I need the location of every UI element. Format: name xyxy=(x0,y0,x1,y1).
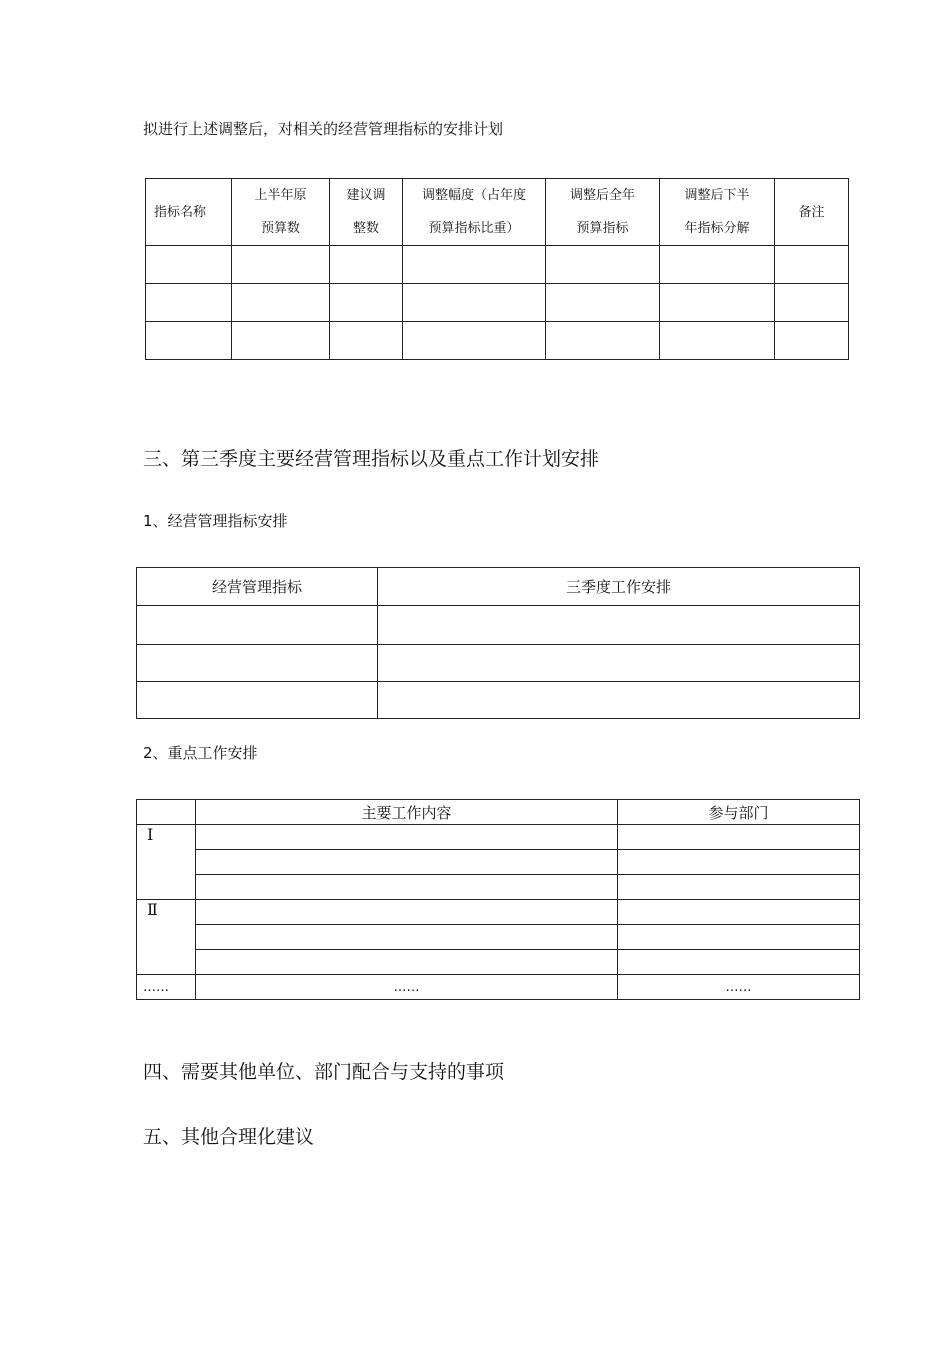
table-row xyxy=(137,850,860,875)
table-row xyxy=(137,925,860,950)
header-departments: 参与部门 xyxy=(618,800,860,825)
ellipsis-cell: …… xyxy=(196,975,618,1000)
table-header-row xyxy=(137,800,860,825)
table-row xyxy=(146,322,849,360)
group-label-2: Ⅱ xyxy=(137,900,196,975)
header-indicator: 经营管理指标 xyxy=(137,568,378,606)
table-row xyxy=(146,246,849,284)
table-row xyxy=(137,900,860,925)
header-q3-arrangement: 三季度工作安排 xyxy=(378,568,860,606)
header-remarks: 备注 xyxy=(775,179,849,246)
header-adjustment-range: 调整幅度（占年度 预算指标比重） xyxy=(403,179,546,246)
header-suggested-adjustment: 建议调 整数 xyxy=(330,179,403,246)
table-header-row xyxy=(146,179,849,246)
table-row xyxy=(137,606,860,645)
ellipsis-cell: …… xyxy=(137,975,196,1000)
header-group xyxy=(137,800,196,825)
header-adjusted-annual-budget: 调整后全年 预算指标 xyxy=(546,179,660,246)
header-indicator-name: 指标名称 xyxy=(146,179,232,246)
indicator-arrangement-table xyxy=(136,567,860,719)
adjustment-plan-table xyxy=(145,178,849,360)
intro-text: 拟进行上述调整后，对相关的经营管理指标的安排计划 xyxy=(143,120,504,138)
group-label-1: Ⅰ xyxy=(137,825,196,900)
section4-title: 四、需要其他单位、部门配合与支持的事项 xyxy=(143,1061,505,1083)
table-row xyxy=(137,682,860,719)
table-row xyxy=(137,825,860,850)
header-h1-original-budget: 上半年原 预算数 xyxy=(232,179,330,246)
table-header-row xyxy=(137,568,860,606)
table-row xyxy=(146,284,849,322)
table-row xyxy=(137,975,860,1000)
header-h2-breakdown: 调整后下半 年指标分解 xyxy=(660,179,775,246)
section5-title: 五、其他合理化建议 xyxy=(143,1126,315,1148)
key-work-table xyxy=(136,799,860,1000)
table-row xyxy=(137,950,860,975)
table-row xyxy=(137,645,860,682)
section3-sub2: 2、重点工作安排 xyxy=(143,744,258,762)
section3-title: 三、第三季度主要经营管理指标以及重点工作计划安排 xyxy=(143,448,600,470)
table-row xyxy=(137,875,860,900)
section3-sub1: 1、经营管理指标安排 xyxy=(143,512,288,530)
ellipsis-cell: …… xyxy=(618,975,860,1000)
header-main-work: 主要工作内容 xyxy=(196,800,618,825)
